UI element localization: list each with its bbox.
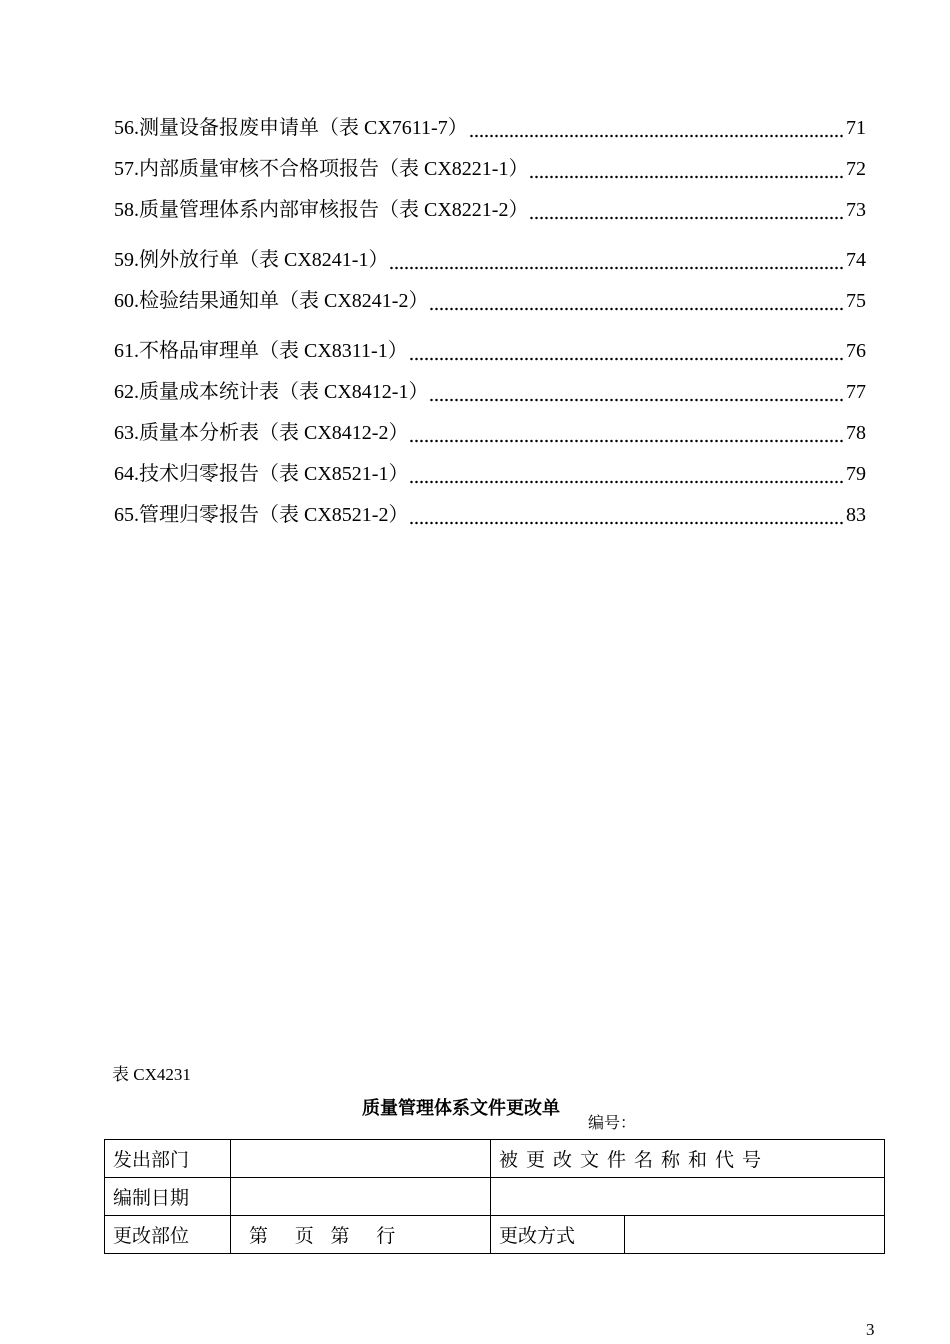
changed-doc-label: 被更改文件名称和代号 — [491, 1140, 885, 1178]
toc-entry-page: 72 — [846, 158, 866, 180]
toc-dot-leader — [409, 357, 845, 361]
toc-dot-leader — [409, 439, 845, 443]
line-unit: 行 — [376, 1226, 396, 1247]
toc-entry-page: 73 — [846, 199, 866, 221]
page-prefix: 第 — [249, 1226, 269, 1247]
document-change-form — [104, 1139, 885, 1254]
compile-date-field[interactable] — [231, 1178, 491, 1216]
issuing-dept-label: 发出部门 — [105, 1140, 231, 1178]
toc-dot-leader — [409, 521, 845, 525]
page-number: 3 — [866, 1320, 875, 1339]
toc-entry — [114, 376, 866, 417]
toc-entry — [114, 335, 866, 376]
toc-entry — [114, 417, 866, 458]
toc-entry — [114, 458, 866, 499]
toc-entry — [114, 499, 866, 540]
form-title: 质量管理体系文件更改单 — [362, 1098, 560, 1119]
toc-entry-title: 61.不格品审理单（表 CX8311-1） — [114, 340, 408, 362]
toc-entry-page: 75 — [846, 290, 866, 312]
form-number-label: 编号： — [588, 1115, 637, 1132]
toc-entry-page: 77 — [846, 381, 866, 403]
compile-date-label: 编制日期 — [105, 1178, 231, 1216]
form-row-issuing — [105, 1140, 885, 1178]
toc-entry-page: 76 — [846, 340, 866, 362]
toc-entry-title: 57.内部质量审核不合格项报告（表 CX8221-1） — [114, 158, 529, 180]
issuing-dept-field[interactable] — [231, 1140, 491, 1178]
change-method-label: 更改方式 — [491, 1216, 625, 1254]
toc-entry — [114, 285, 866, 326]
toc-dot-leader — [409, 480, 845, 484]
line-prefix: 第 — [330, 1226, 350, 1247]
toc-entry-page: 74 — [846, 249, 866, 271]
toc-entry — [114, 194, 866, 235]
toc-entry-title: 62.质量成本统计表（表 CX8412-1） — [114, 381, 429, 403]
toc-entry-title: 63.质量本分析表（表 CX8412-2） — [114, 422, 409, 444]
toc-entry — [114, 112, 866, 153]
toc-entry-title: 60.检验结果通知单（表 CX8241-2） — [114, 290, 429, 312]
form-code: 表 CX4231 — [112, 1065, 191, 1084]
form-row-date — [105, 1178, 885, 1216]
toc-dot-leader — [429, 398, 845, 402]
toc-entry-title: 58.质量管理体系内部审核报告（表 CX8221-2） — [114, 199, 529, 221]
toc-entry-title: 64.技术归零报告（表 CX8521-1） — [114, 463, 409, 485]
toc-dot-leader — [469, 134, 845, 138]
toc-entry-title: 56.测量设备报废申请单（表 CX7611-7） — [114, 117, 468, 139]
page-unit: 页 — [294, 1226, 314, 1247]
changed-doc-field[interactable] — [491, 1178, 885, 1216]
toc-dot-leader — [529, 175, 845, 179]
change-method-field[interactable] — [625, 1216, 885, 1254]
toc-entry-page: 83 — [846, 504, 866, 526]
form-row-change — [105, 1216, 885, 1254]
toc-dot-leader — [429, 307, 845, 311]
toc-entry-page: 79 — [846, 463, 866, 485]
toc-entry-page: 71 — [846, 117, 866, 139]
toc-entry-title: 65.管理归零报告（表 CX8521-2） — [114, 504, 409, 526]
toc-entry-title: 59.例外放行单（表 CX8241-1） — [114, 249, 389, 271]
toc-dot-leader — [389, 266, 845, 270]
toc-entry — [114, 244, 866, 285]
change-location-field[interactable] — [231, 1216, 491, 1254]
toc-entry — [114, 153, 866, 194]
change-location-label: 更改部位 — [105, 1216, 231, 1254]
toc-dot-leader — [529, 216, 845, 220]
toc-entry-page: 78 — [846, 422, 866, 444]
table-of-contents — [114, 112, 866, 540]
